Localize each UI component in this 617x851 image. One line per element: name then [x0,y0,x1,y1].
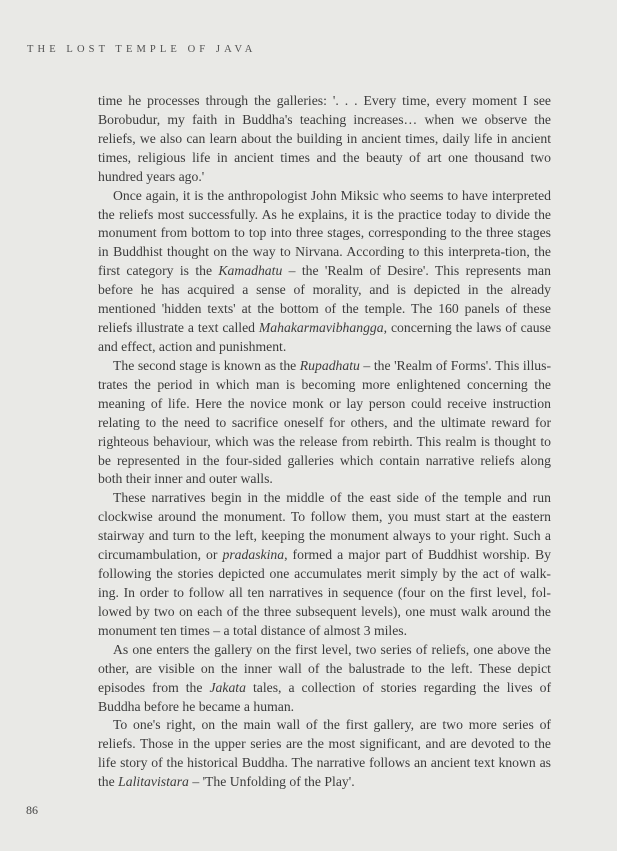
text-run: time he processes through the galleries: '. . . Every time, every moment I see Borobudur, my faith in Buddha's teaching increases… when we observe the reliefs, we also can learn about the building in ancient times, daily life in ancient times, religious life in ancient times and the beauty of art one thousand two hundred years ago.' [98,93,551,184]
text-run: tales, a collection of stories regarding the lives of Buddha before he became a human. [98,679,551,714]
italic-term: Lalitavistara [118,774,189,790]
text-run: , concerning the laws of cause and effect, action and punishment. [98,320,551,354]
italic-term: Kamadhatu [218,263,283,279]
text-run: – the 'Realm of Forms'. This illus-trates the period in which man is becoming more enlightened concerning the meaning of life. Here the novice monk or lay person could receive instruction relating to the need to sacrifice oneself for others, and the ultimate reward for righteous behaviour, which was the release from rebirth. This realm is thought to be represented in the four-sided galleries which contain narrative reliefs along both their inner and outer walls. [98,357,551,487]
text-run: – the 'Realm of Desire'. This represents man before he has acquired a sense of morality, and is depicted in the already mentioned 'hidden texts' at the bottom of the temple. The 160 panels of these reliefs illustrate a text called [98,263,551,336]
text-run: , formed a major part of Buddhist worship. By following the stories depicted one accumulates merit simply by the act of walk-ing. In order to follow all ten narratives in sequence (four on the first level, fol-lowed by two on each of the three subsequent levels), one must walk around the monument ten times – a total distance of almost 3 miles. [98,547,551,638]
text-run: Once again, it is the anthropologist John Miksic who seems to have interpreted the reliefs most successfully. As he explains, it is the practice today to divide the monument from bottom to top into three stages, corresponding to the three stages in Buddhist thought on the way to Nirvana. According to this interpreta-tion, the first category is the [98,187,551,279]
italic-term: Rupadhatu [299,357,360,373]
text-run: These narratives begin in the middle of the east side of the temple and run clockwise around the monument. To follow them, you must start at the eastern stairway and turn to the left, keeping the monument always to your right. Such a circumambulation, or [98,490,551,563]
text-run: – 'The Unfolding of the Play'. [188,774,355,790]
text-run: To one's right, on the main wall of the first gallery, are two more series of reliefs. Those in the upper series are the most significant, and are devoted to the life story of the historical Buddha. The narrative follows an ancient text known as the [98,717,551,790]
paragraph [98,641,551,717]
text-run: As one enters the gallery on the first level, two series of reliefs, one above the other, are visible on the inner wall of the balustrade to the left. These depict episodes from the [98,641,551,695]
italic-term: pradaskina [222,547,285,563]
running-head: THE LOST TEMPLE OF JAVA [27,44,257,55]
italic-term: Mahakarmavibhangga [258,320,384,336]
paragraph [98,187,551,357]
page-number: 86 [26,803,38,817]
paragraph [98,716,551,792]
body-text [98,92,551,792]
paragraph [98,489,551,640]
italic-term: Jakata [209,679,246,695]
paragraph [98,92,551,187]
paragraph [98,357,551,489]
text-run: The second stage is known as the [113,357,300,373]
